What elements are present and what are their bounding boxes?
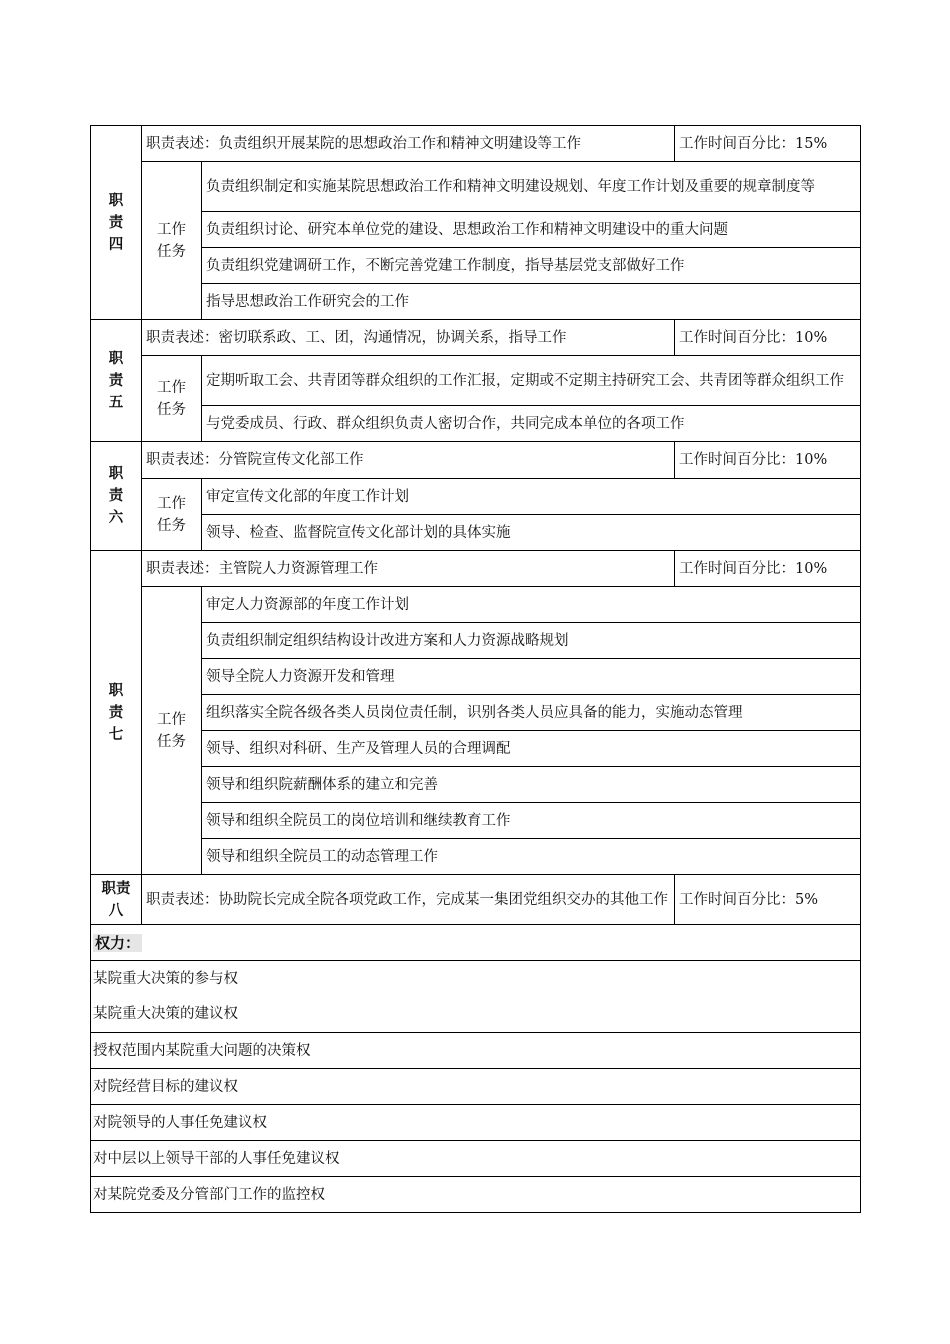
task-label: 工作 任务 xyxy=(142,162,202,320)
power-item: 对某院党委及分管部门工作的监控权 xyxy=(91,1177,861,1213)
task-item: 负责组织讨论、研究本单位党的建设、思想政治工作和精神文明建设中的重大问题 xyxy=(202,212,861,248)
task-item: 领导全院人力资源开发和管理 xyxy=(202,659,861,695)
task-item: 领导、组织对科研、生产及管理人员的合理调配 xyxy=(202,731,861,767)
task-item: 指导思想政治工作研究会的工作 xyxy=(202,284,861,320)
power-item: 某院重大决策的建议权 xyxy=(91,997,861,1033)
time-percentage: 工作时间百分比：10% xyxy=(675,551,861,587)
task-item: 与党委成员、行政、群众组织负责人密切合作，共同完成本单位的各项工作 xyxy=(202,406,861,442)
task-item: 领导和组织院薪酬体系的建立和完善 xyxy=(202,767,861,803)
duty-label-5: 职 责 五 xyxy=(91,320,142,442)
task-item: 负责组织制定组织结构设计改进方案和人力资源战略规划 xyxy=(202,623,861,659)
power-item: 对院领导的人事任免建议权 xyxy=(91,1105,861,1141)
task-label: 工作 任务 xyxy=(142,356,202,442)
power-item: 某院重大决策的参与权 xyxy=(91,961,861,997)
task-item: 领导、检查、监督院宣传文化部计划的具体实施 xyxy=(202,515,861,551)
time-percentage: 工作时间百分比：15% xyxy=(675,126,861,162)
task-item: 领导和组织全院员工的动态管理工作 xyxy=(202,839,861,875)
duty-description: 职责表述：分管院宣传文化部工作 xyxy=(142,442,675,479)
duty-description: 职责表述：主管院人力资源管理工作 xyxy=(142,551,675,587)
duty-label-6: 职 责 六 xyxy=(91,442,142,551)
task-label: 工作 任务 xyxy=(142,479,202,551)
power-heading: 权力： xyxy=(91,925,861,961)
task-label: 工作 任务 xyxy=(142,587,202,875)
time-percentage: 工作时间百分比：10% xyxy=(675,442,861,479)
power-item: 授权范围内某院重大问题的决策权 xyxy=(91,1033,861,1069)
duty-label-7: 职 责 七 xyxy=(91,551,142,875)
duty-label-8: 职责 八 xyxy=(91,875,142,925)
task-item: 负责组织党建调研工作，不断完善党建工作制度，指导基层党支部做好工作 xyxy=(202,248,861,284)
task-item: 组织落实全院各级各类人员岗位责任制，识别各类人员应具备的能力，实施动态管理 xyxy=(202,695,861,731)
task-item: 审定人力资源部的年度工作计划 xyxy=(202,587,861,623)
duty-description: 职责表述：负责组织开展某院的思想政治工作和精神文明建设等工作 xyxy=(142,126,675,162)
task-item: 定期听取工会、共青团等群众组织的工作汇报，定期或不定期主持研究工会、共青团等群众组织工作 xyxy=(202,356,861,406)
time-percentage: 工作时间百分比：10% xyxy=(675,320,861,356)
duty-description: 职责表述：密切联系政、工、团，沟通情况，协调关系，指导工作 xyxy=(142,320,675,356)
task-item: 负责组织制定和实施某院思想政治工作和精神文明建设规划、年度工作计划及重要的规章制度等 xyxy=(202,162,861,212)
duty-label-4: 职 责 四 xyxy=(91,126,142,320)
time-percentage: 工作时间百分比：5% xyxy=(675,875,861,925)
job-description-table xyxy=(90,125,861,1213)
power-item: 对院经营目标的建议权 xyxy=(91,1069,861,1105)
task-item: 审定宣传文化部的年度工作计划 xyxy=(202,479,861,515)
task-item: 领导和组织全院员工的岗位培训和继续教育工作 xyxy=(202,803,861,839)
duty-description: 职责表述：协助院长完成全院各项党政工作，完成某一集团党组织交办的其他工作 xyxy=(142,875,675,925)
power-item: 对中层以上领导干部的人事任免建议权 xyxy=(91,1141,861,1177)
